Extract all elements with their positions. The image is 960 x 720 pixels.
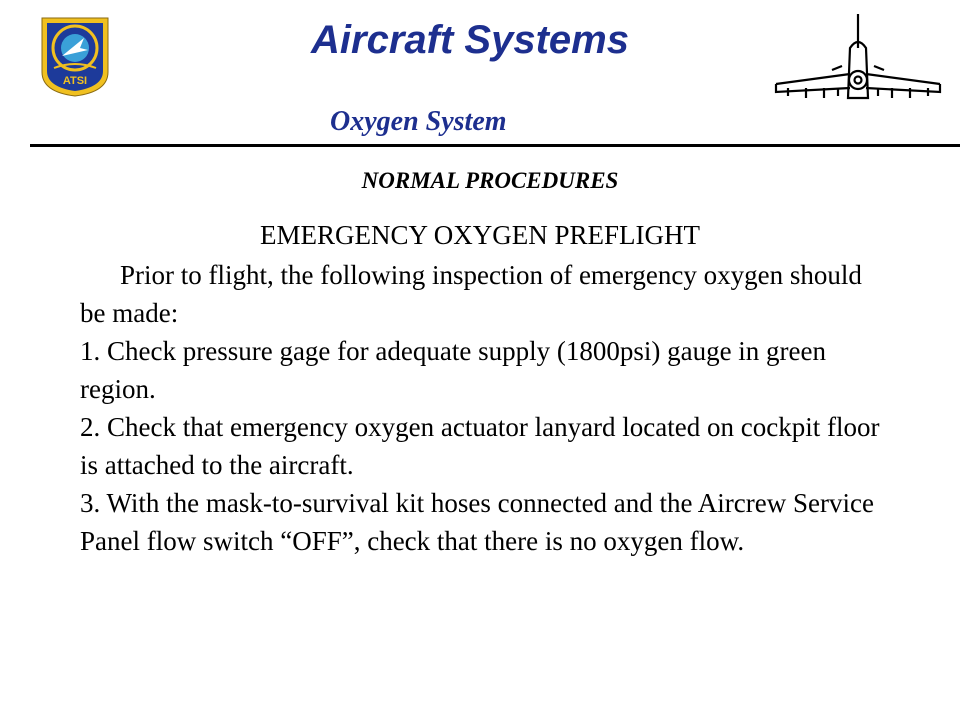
logo-text: ATSI xyxy=(62,75,88,87)
a4-skyhawk-silhouette-icon xyxy=(772,8,944,104)
procedure-step: 2. Check that emergency oxygen actuator lanyard located on cockpit floor is attached to the aircraft. xyxy=(80,412,880,480)
section-label: NORMAL PROCEDURES xyxy=(361,168,619,193)
intro-paragraph: Prior to flight, the following inspection of emergency oxygen should be made: xyxy=(80,260,862,328)
procedure-body xyxy=(80,256,880,560)
header-divider xyxy=(30,144,960,147)
procedure-step: 1. Check pressure gage for adequate supply (1800psi) gauge in green region. xyxy=(80,336,827,404)
procedure-step: 3. With the mask-to-survival kit hoses connected and the Aircrew Service Panel flow switch “OFF”, check that there is no oxygen flow. xyxy=(80,488,874,556)
page-subtitle: Oxygen System xyxy=(330,106,507,137)
page-title: Aircraft Systems xyxy=(311,18,629,62)
procedure-heading: EMERGENCY OXYGEN PREFLIGHT xyxy=(260,220,700,250)
